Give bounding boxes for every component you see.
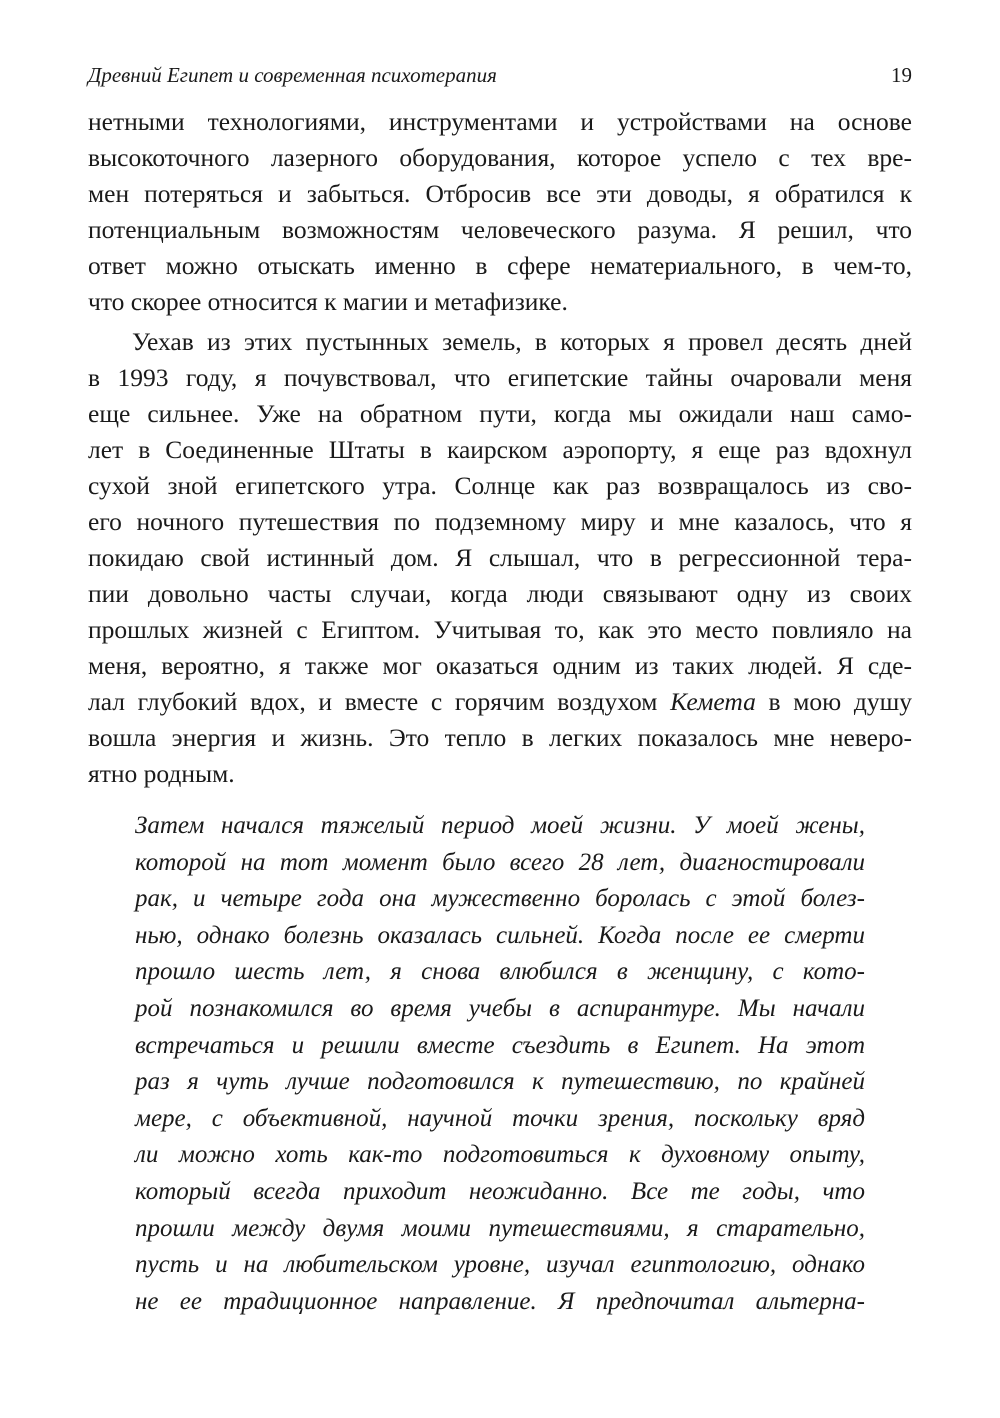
text-line: ятно родным.: [88, 759, 235, 788]
quote-line: ли можно хоть как-то подготовиться к духовному опыту,: [135, 1141, 865, 1169]
text-line: вошла энергия и жизнь. Это тепло в легких показалось мне неверо-: [88, 723, 912, 752]
text-line: пии довольно часты случаи, когда люди связывают одну из своих: [88, 579, 912, 608]
text-line: сухой зной египетского утра. Солнце как раз возвращалось из сво-: [88, 471, 912, 500]
quote-line: пусть и на любительском уровне, изучал египтологию, однако: [135, 1251, 865, 1279]
block-quote: [135, 808, 865, 1320]
quote-line: раз я чуть лучше подготовился к путешествию, по крайней: [135, 1068, 865, 1096]
quote-line: мере, с объективной, научной точки зрения, поскольку вряд: [135, 1104, 865, 1132]
quote-line: не ее традиционное направление. Я предпочитал альтерна-: [135, 1287, 865, 1315]
quote-line: рак, и четыре года она мужественно боролась с этой болез-: [135, 885, 865, 913]
running-title: Древний Египет и современная психотерапия: [88, 63, 497, 87]
text-line: прошлых жизней с Египтом. Учитывая то, как это место повлияло на: [88, 615, 912, 644]
text-segment: в мою душу: [755, 687, 912, 716]
quote-line: который всегда приходит неожиданно. Все те годы, что: [135, 1177, 865, 1205]
paragraph-2: [88, 324, 912, 792]
text-line: мен потеряться и забыться. Отбросив все эти доводы, я обратился к: [88, 179, 912, 208]
quote-line: встречаться и решили вместе съездить в Египет. На этот: [135, 1031, 865, 1059]
quote-line: которой на тот момент было всего 28 лет, диагностировали: [135, 848, 865, 876]
quote-line: прошли между двумя моими путешествиями, я старательно,: [135, 1214, 865, 1242]
text-line: еще сильнее. Уже на обратном пути, когда мы ожидали наш само-: [88, 399, 912, 428]
text-line: в 1993 году, я почувствовал, что египетские тайны очаровали меня: [88, 363, 912, 392]
paragraph-1: [88, 104, 912, 320]
text-line: лет в Соединенные Штаты в каирском аэропорту, я еще раз вдохнул: [88, 435, 912, 464]
text-line: [88, 684, 912, 720]
text-line: нетными технологиями, инструментами и устройствами на основе: [88, 107, 912, 136]
text-segment: лал глубокий вдох, и вместе с горячим воздухом: [88, 687, 671, 716]
text-line: Уехав из этих пустынных земель, в которых я провел десять дней: [132, 327, 912, 356]
text-line: высокоточного лазерного оборудования, которое успело с тех вре-: [88, 143, 912, 172]
quote-line: прошло шесть лет, я снова влюбился в женщину, с кото-: [135, 958, 865, 986]
text-line: потенциальным возможностям человеческого разума. Я решил, что: [88, 215, 912, 244]
text-line: его ночного путешествия по подземному миру и мне казалось, что я: [88, 507, 912, 536]
text-line: покидаю свой истинный дом. Я слышал, что в регрессионной тера-: [88, 543, 912, 572]
text-line: ответ можно отыскать именно в сфере нематериального, в чем-то,: [88, 251, 912, 280]
quote-line: рой познакомился во время учебы в аспирантуре. Мы начали: [135, 994, 865, 1022]
text-line: меня, вероятно, я также мог оказаться одним из таких людей. Я сде-: [88, 651, 912, 680]
italic-term: Кемета: [670, 687, 756, 716]
quote-line: Затем начался тяжелый период моей жизни. У моей жены,: [135, 812, 865, 839]
text-line: что скорее относится к магии и метафизике.: [88, 287, 568, 316]
page-number: 19: [891, 63, 912, 87]
quote-line: нью, однако болезнь оказалась сильней. Когда после ее смерти: [135, 921, 865, 949]
